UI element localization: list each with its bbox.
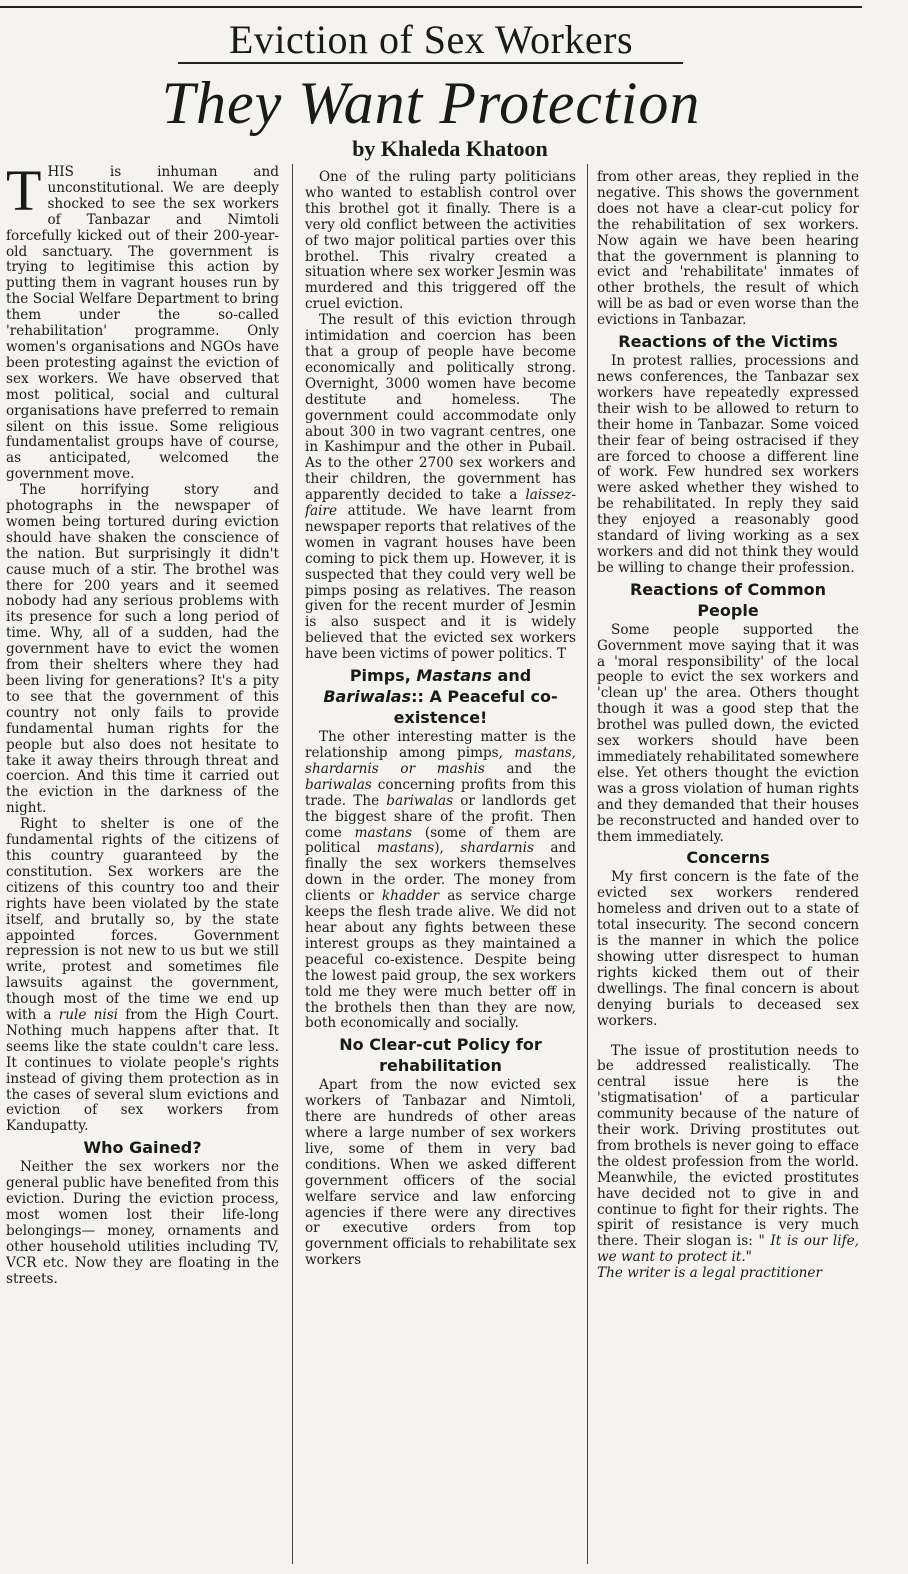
top-rule xyxy=(0,6,862,8)
heading-italic: Mastans xyxy=(416,666,492,686)
text-run: The other interesting matter is the relationship among pimps, xyxy=(305,729,576,761)
italic-term: bariwalas xyxy=(386,792,454,809)
paragraph: Neither the sex workers nor the general public have benefited from this eviction. During the eviction process, most women lost their life-long belongings— money, ornaments and other household utilities including TV, VCR etc. Now they are floating in the streets. xyxy=(6,1159,279,1287)
section-heading: Concerns xyxy=(686,848,770,868)
text-run: from the High Court. Nothing much happens after that. It seems like the state couldn't care less. It continues to violate people's rights instead of giving them protection as in the cases of several slum evictions and eviction of sex workers from Kandupatty. xyxy=(6,1007,279,1135)
text-run: and finally the sex workers themselves down in the order. The money from clients or xyxy=(305,840,576,905)
italic-term: khadder xyxy=(381,888,439,905)
text-run: The issue of prostitution needs to be addressed realistically. The central issue here is the 'stigmatisation' of a particular community because of the nature of their work. Driving prostitutes out from brothels is never going to efface the oldest profession from the world. Meanwhile, the evicted prostitutes have decided not to give in and continue to fight for their rights. The spirit of resistance is very much there. Their slogan is: xyxy=(597,1042,859,1250)
paragraph xyxy=(6,165,279,483)
heading-text: Pimps, xyxy=(349,666,417,686)
paragraph: In protest rallies, processions and news conferences, the Tanbazar sex workers have repeatedly expressed their wish to be allowed to return to their home in Tanbazar. Some voiced their fear of being ostracised if they are forced to choose a different line of work. Few hundred sex workers were asked whether they wished to be rehabilitated. In reply they said they enjoyed a reasonably good standard of living working as a sex workers and did not think they would be willing to change their profession. xyxy=(597,353,859,576)
text-run: Right to shelter is one of the fundamental rights of the citizens of this country guaranteed by the constitution. Sex workers are the citizens of this country too and their rights have been violated by the state itself, and brutally so, by the state appointed forces. Government repression is not new to us but we still write, protest and sometimes file lawsuits against the government, though most of the time we end up with a xyxy=(6,816,279,1024)
paragraph: Some people supported the Government move saying that it was a 'moral responsibility' of the local people to evict the sex workers and 'clean up' the area. Others thought though it was a good step that the brothel was pulled down, the evicted sex workers should have been immediately rehabilitated somewhere else. Yet others thought the eviction was a gross violation of human rights and they demanded that their houses be reconstructed and handed over to them immediately. xyxy=(597,621,859,845)
paragraph xyxy=(597,1044,859,1267)
text-run: ), xyxy=(434,840,461,857)
column-divider-1 xyxy=(292,164,293,1564)
paragraph-text: HIS is inhuman and unconstitutional. We are deeply shocked to see the sex workers of Tanbazar and Nimtoli forcefully kicked out of their 200-year-old sanctuary. The government is trying to legitimise this action by putting them in vagrant houses run by the Social Welfare Department to bring them under the so-called 'rehabilitation' programme. Only women's organisations and NGOs have been protesting against the eviction of sex workers. We have observed that most political, social and cultural organisations have preferred to remain silent on this issue. Some religious fundamentalist groups have of course, as anticipated, welcomed the government move. xyxy=(6,165,279,483)
text-run: as service charge keeps the flesh trade alive. We did not hear about any fights between these interest groups as they maintained a peaceful co-existence. Despite being the lowest paid group, the sex workers told me they were much better off in the brothels then than they are now, both economically and socially. xyxy=(305,888,576,1032)
section-heading: Who Gained? xyxy=(83,1138,202,1158)
column-1 xyxy=(6,165,279,1565)
paragraph: One of the ruling party politicians who wanted to establish control over this brothel got it finally. There is a very old conflict between the activities of two major political parties over this brothel. This rivalry created a situation where sex worker Jesmin was murdered and this triggered off the cruel eviction. xyxy=(305,170,576,313)
paragraph xyxy=(305,730,576,1032)
paragraph xyxy=(305,313,576,663)
heading-text: and xyxy=(491,666,532,686)
paragraph: The horrifying story and photographs in the newspaper of women being tortured during eviction should have shaken the conscience of the nation. But surprisingly it didn't cause much of a stir. The brothel was there for 200 years and it seemed nobody had any serious problems with its presence for such a long period of time. Why, all of a sudden, had the government have to evict the women from their shelters where they had been living for generations? It's a pity to see that the government of this country not only fails to provide fundamental human rights for the people but also does not hesitate to take it away theirs through threat and coercion. And this time it carried out the eviction in the darkness of the night. xyxy=(6,482,279,817)
heading-italic: Bariwalas xyxy=(323,687,412,707)
kicker-underline xyxy=(178,62,683,64)
italic-term: mastans, shardarnis or mashis xyxy=(305,745,576,777)
text-run: or landlords get the biggest share of the profit. Then come xyxy=(305,792,576,841)
section-heading: Reactions of Common People xyxy=(629,579,827,620)
paragraph: from other areas, they replied in the negative. This shows the government does not have a clear-cut policy for the rehabilitation of sex workers. Now again we have been hearing that the government is planning to evict and 'rehabilitate' inmates of other brothels, the result of which will be as bad or even worse than the evictions in Tanbazar. xyxy=(597,170,859,329)
italic-term: mastans xyxy=(376,840,435,857)
text-run: attitude. We have learnt from newspaper reports that relatives of the women in vagrant houses have been coming to pick them up. However, it is suspected that they could very well be pimps posing as relatives. The reason given for the recent murder of Jesmin is also suspect and it is widely believed that the evicted sex workers have been victims of power politics. T xyxy=(305,503,576,663)
headline: They Want Protection xyxy=(161,70,701,136)
column-divider-2 xyxy=(587,164,588,1564)
kicker-title: Eviction of Sex Workers xyxy=(228,17,634,62)
italic-term: rule nisi xyxy=(58,1007,119,1024)
italic-term: shardarnis xyxy=(460,840,534,857)
text-run: and the xyxy=(484,760,576,777)
text-run: concerning profits from this trade. The xyxy=(305,776,576,809)
italic-term: bariwalas xyxy=(305,776,372,793)
column-3 xyxy=(597,170,859,1570)
column-2 xyxy=(305,170,576,1570)
paragraph: Apart from the now evicted sex workers of Tanbazar and Nimtoli, there are hundreds of other areas where a large number of sex workers live, some of them in very bad conditions. When we asked different government officers of the social welfare service and law enforcing agencies if there were any directives or executive orders from top government officials to rehabilitate sex workers xyxy=(305,1077,576,1269)
italic-term: laissez-faire xyxy=(305,487,576,520)
section-heading xyxy=(305,665,576,728)
drop-cap: T xyxy=(6,165,42,223)
text-run: (some of them are political xyxy=(305,824,576,857)
text-run: The result of this eviction through intimidation and coercion has been that a group of people have become economically and politically strong. Overnight, 3000 women have become destitute and homeless. The government could accommodate only about 300 in two vagrant centres, one in Kashimpur and the other in Pubail. As to the other 2700 sex workers and their children, the government has apparently decided to take a xyxy=(305,312,576,504)
heading-text: :: A Peaceful co-existence! xyxy=(393,687,558,728)
italic-term: mastans xyxy=(354,824,412,841)
paragraph: My first concern is the fate of the evicted sex workers rendered homeless and driven out to a state of total insecurity. The second concern is the manner in which the police showing utter disrespect to human rights kicked them out of their dwellings. The final concern is about denying burials to deceased sex workers. xyxy=(597,869,859,1029)
italic-quote: " It is our life, we want to protect it." xyxy=(597,1233,859,1266)
byline: by Khaleda Khatoon xyxy=(352,136,548,161)
section-heading: No Clear-cut Policy for rehabilitation xyxy=(339,1035,542,1076)
author-note: The writer is a legal practitioner xyxy=(597,1265,822,1282)
paragraph xyxy=(6,817,279,1135)
section-heading: Reactions of the Victims xyxy=(618,332,838,352)
